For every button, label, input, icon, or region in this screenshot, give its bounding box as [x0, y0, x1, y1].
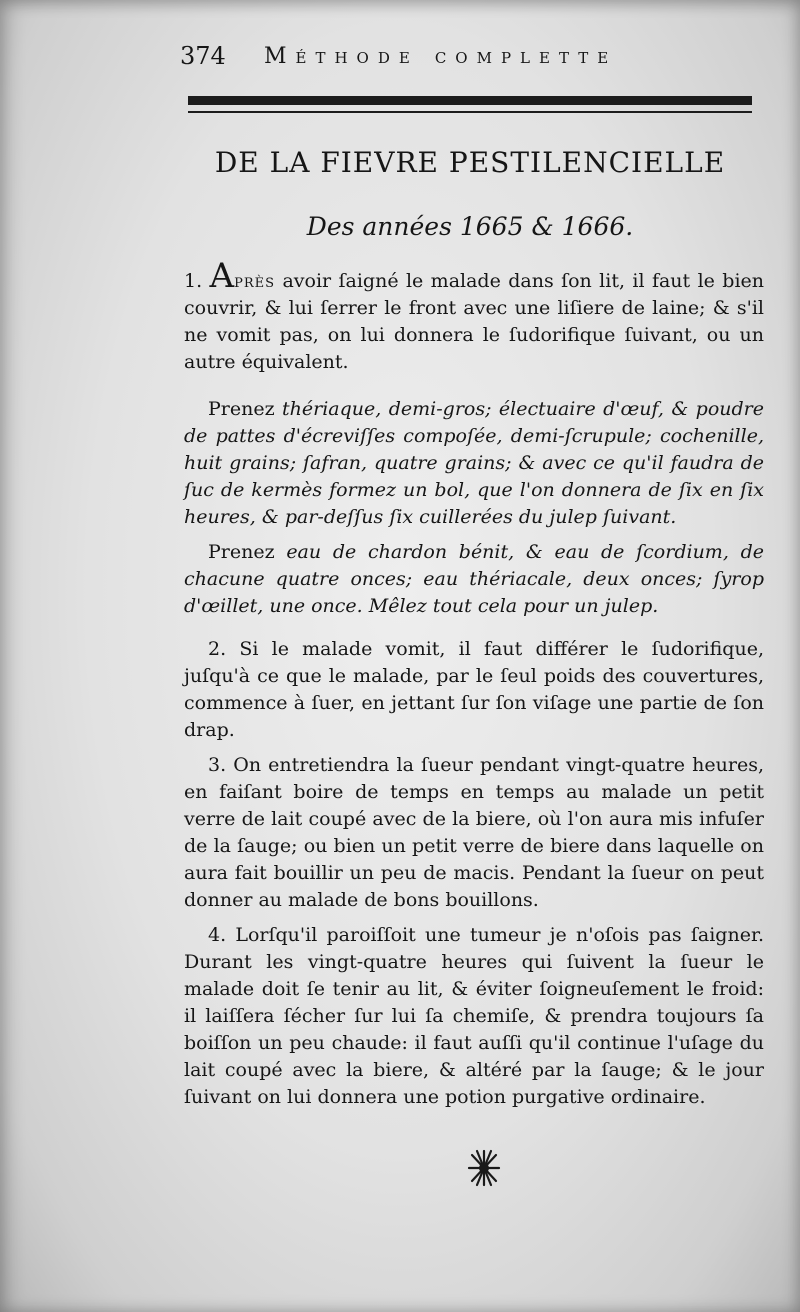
recipe-text: eau de chardon bénit, & eau de ſcordium, de chacune quatre onces; eau thériacale, deux onces; ſyrop d'œillet, une once. Mêlez tout cela pour un julep. — [184, 541, 764, 617]
fleuron-icon — [466, 1148, 502, 1188]
section-subtitle: Des années 1665 & 1666. — [306, 212, 634, 241]
small-caps-word: près — [234, 270, 276, 292]
paragraph-1 — [184, 256, 765, 376]
recipe-verb: Prenez — [208, 541, 287, 563]
recipe-bolus — [184, 396, 764, 531]
running-title: Méthode complette — [264, 44, 618, 69]
section-title: DE LA FIEVRE PESTILENCIELLE — [214, 146, 726, 179]
paragraph-3: 3. On entretiendra la ſueur pendant vingt-quatre heures, en faiſant boire de temps en temps au malade un petit verre de lait coupé avec de la biere, où l'on aura mis infuſer de la ſauge; ou bien un petit verre de biere dans laquelle on aura fait bouillir un peu de macis. Pendant la ſueur on peut donner au malade de bons bouillons. — [184, 754, 764, 911]
page-number: 374 — [180, 42, 226, 70]
recipe-text: thériaque, demi-gros; électuaire d'œuf, & poudre de pattes d'écreviſſes compoſée, demi-ſcrupule; cochenille, huit grains; ſafran, quatre grains; & avec ce qu'il faudra de ſuc de kermès formez un bol, que l'on donnera de ſix en ſix heures, & par-deſſus ſix cuillerées du julep ſuivant. — [184, 398, 764, 528]
running-head — [176, 38, 756, 78]
recipe-verb: Prenez — [208, 398, 283, 420]
page-body — [184, 256, 765, 1111]
header-rule-thin — [188, 111, 752, 113]
paragraph-number: 1. — [184, 270, 203, 292]
header-rule-thick — [188, 96, 752, 105]
recipe-julep — [184, 539, 764, 620]
paragraph-2: 2. Si le malade vomit, il faut différer le ſudorifique, juſqu'à ce que le malade, par le ſeul poids des couvertures, commence à ſuer, en jettant ſur ſon viſage une partie de ſon drap. — [184, 638, 764, 741]
paragraph-4: 4. Lorſqu'il paroiſſoit une tumeur je n'oſois pas ſaigner. Durant les vingt-quatre heures qui ſuivent la ſueur le malade doit ſe tenir au lit, & éviter ſoigneuſement le froid: il laiſſera ſécher ſur lui ſa chemiſe, & prendra toujours ſa boiſſon un peu chaude: il faut auſſi qu'il continue l'uſage du lait coupé avec la biere, & altéré par la ſauge; & le jour ſuivant on lui donnera une potion purgative ordinaire. — [184, 924, 764, 1108]
drop-cap: A — [209, 256, 235, 296]
paragraph-text: avoir ſaigné le malade dans ſon lit, il faut le bien couvrir, & lui ſerrer le front avec une liſiere de laine; & s'il ne vomit pas, on lui donnera le ſudorifique ſuivant, ou un autre équivalent. — [184, 270, 765, 373]
